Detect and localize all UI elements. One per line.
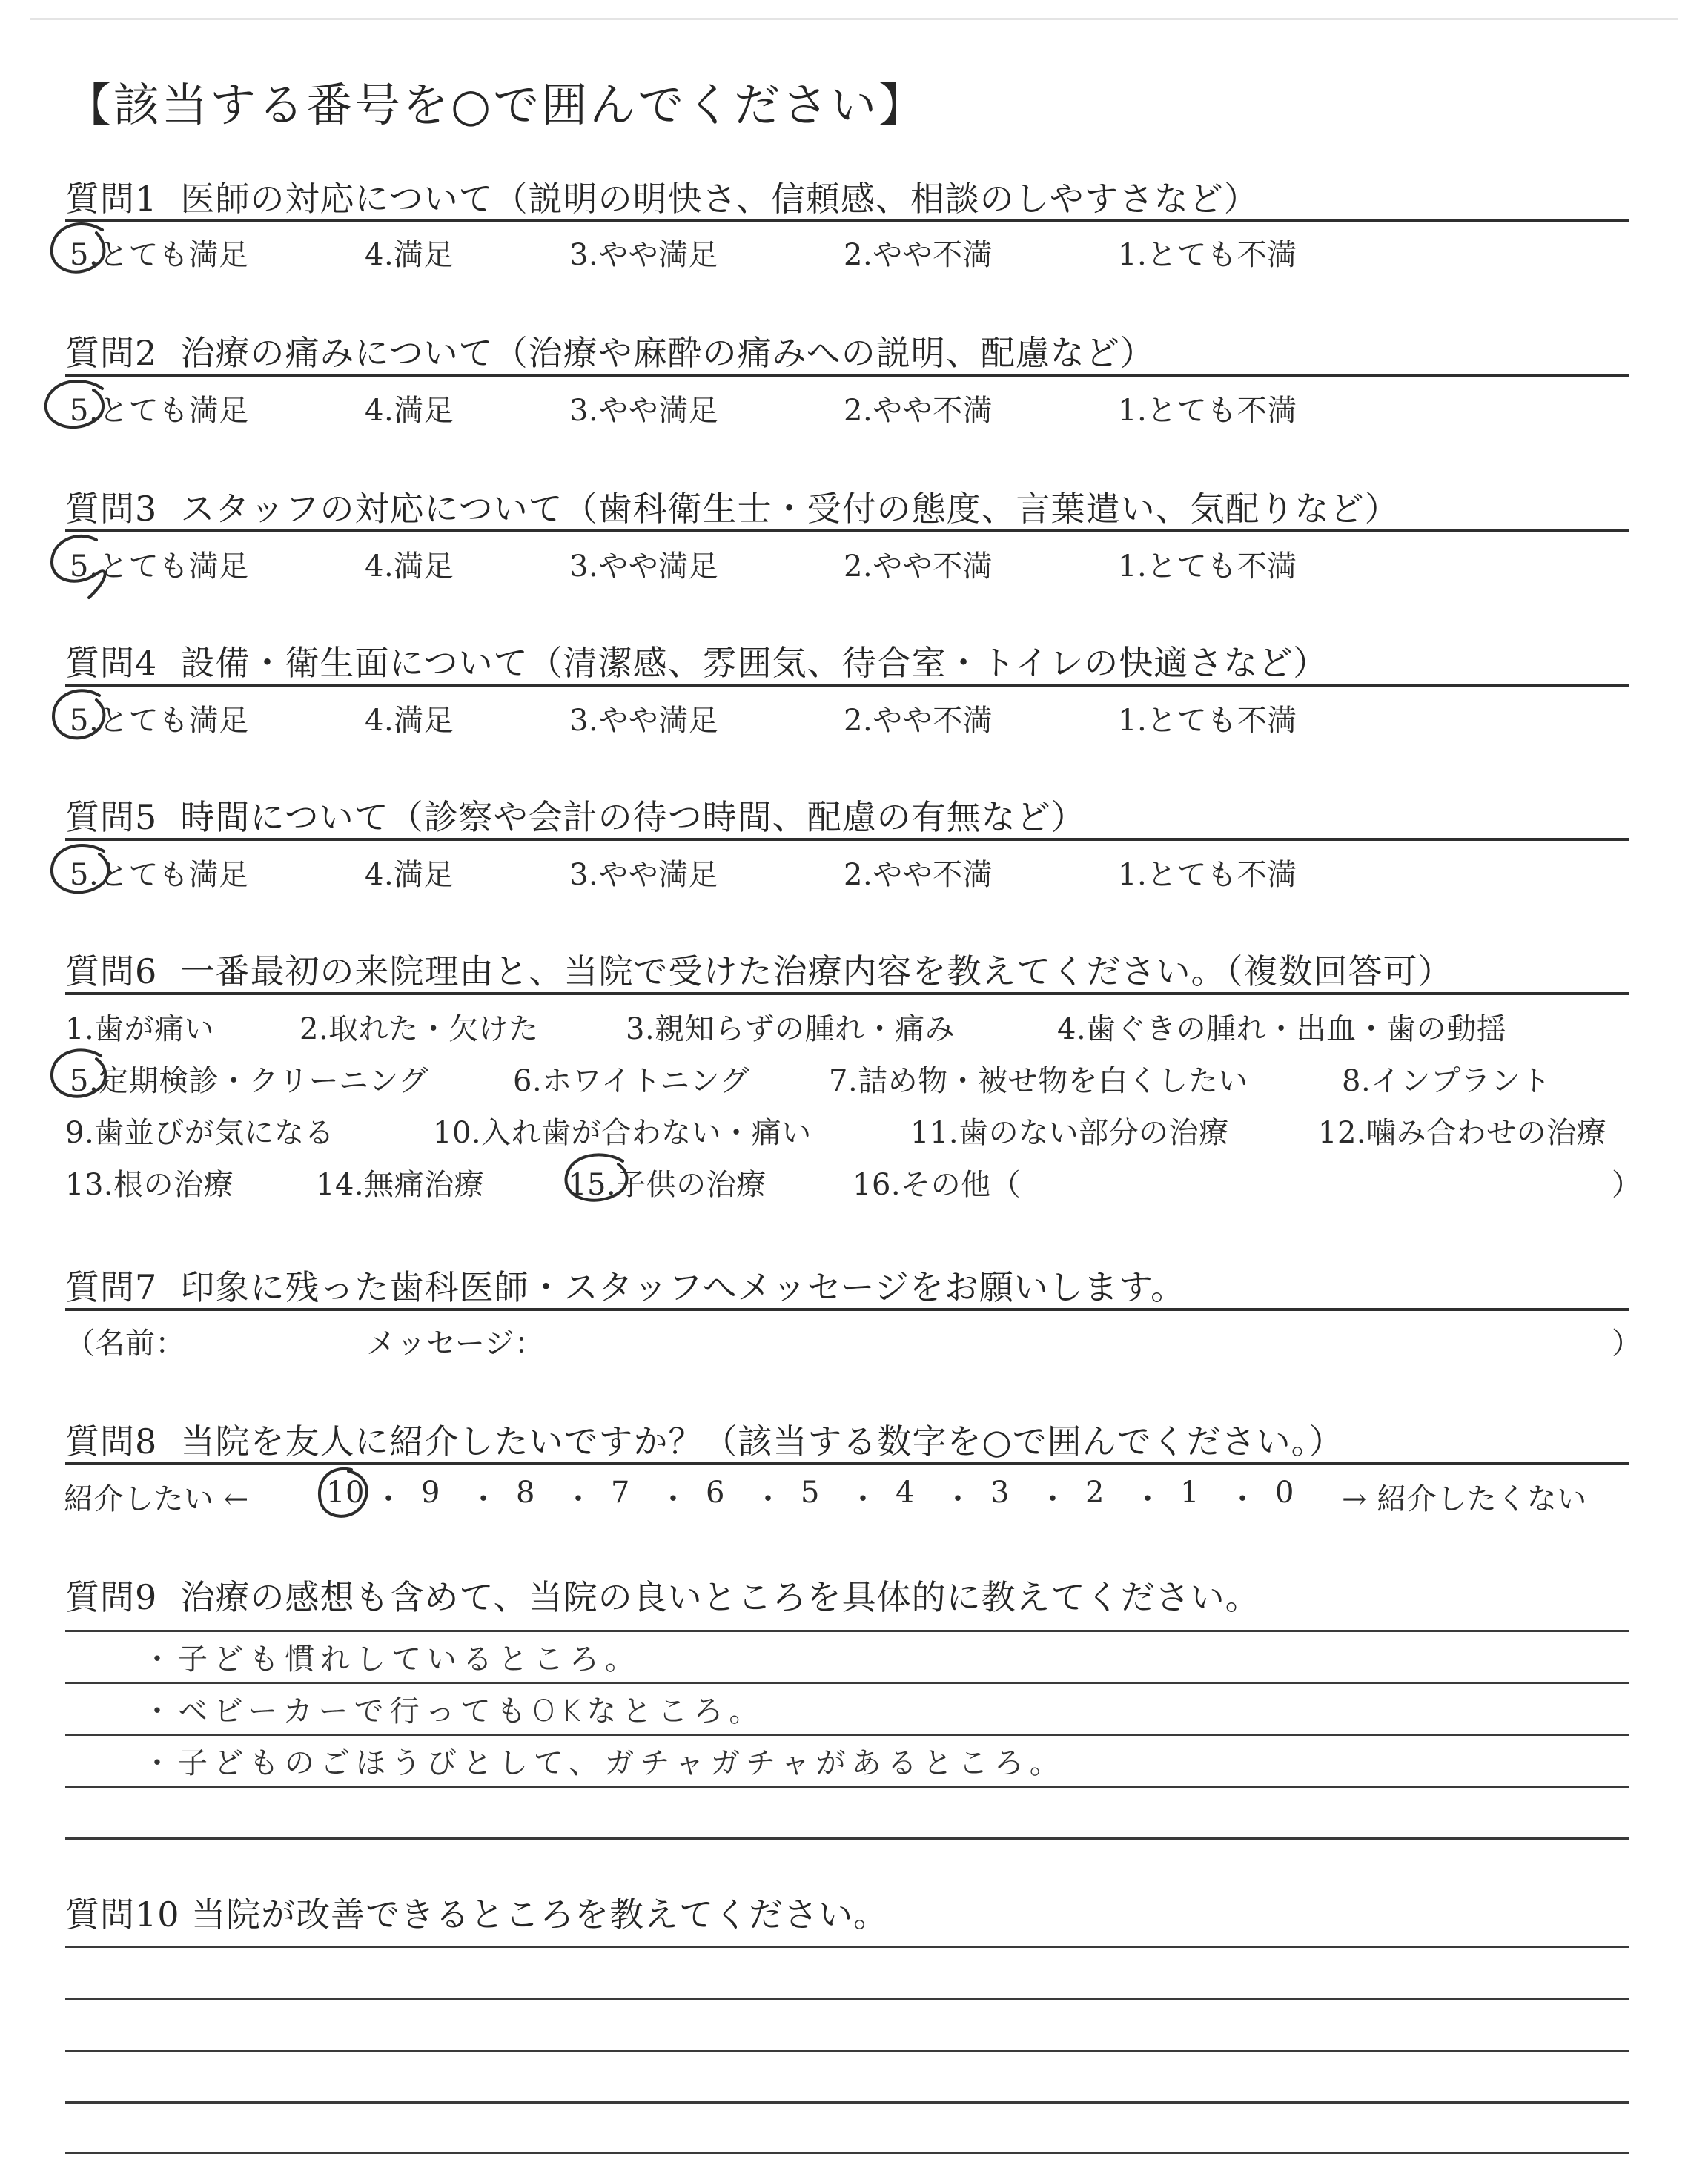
q3-option-3[interactable]: 3.やや満足	[569, 549, 719, 584]
question-7	[65, 1261, 1629, 1309]
answer-line	[65, 2101, 1629, 2104]
q8-scale-10[interactable]: 10	[326, 1476, 365, 1510]
question-text: 治療の痛みについて（治療や麻酔の痛みへの説明、配慮など）	[180, 333, 1155, 373]
question-label: 質問6	[65, 951, 158, 991]
q6-option-5[interactable]: 5.定期検診・クリーニング	[70, 1064, 428, 1098]
question-3	[65, 482, 1629, 531]
question-text: 一番最初の来院理由と、当院で受けた治療内容を教えてください。（複数回答可）	[180, 951, 1453, 991]
q7-close-paren: ）	[1612, 1327, 1642, 1361]
question-8	[65, 1415, 1629, 1464]
q4-option-2[interactable]: 2.やや不満	[844, 704, 993, 738]
answer-line	[65, 1998, 1629, 2000]
answer-line	[65, 2050, 1629, 2052]
answer-line	[65, 1786, 1629, 1788]
q8-scale-5[interactable]: 5	[801, 1476, 820, 1510]
question-rule	[65, 684, 1629, 687]
question-text: 当院が改善できるところを教えてください。	[191, 1895, 889, 1935]
q7-message-label: メッセージ：	[366, 1327, 545, 1361]
q2-option-2[interactable]: 2.やや不満	[844, 394, 993, 428]
question-text: 当院を友人に紹介したいですか？（該当する数字を○で囲んでください。）	[180, 1421, 1344, 1462]
question-rule	[65, 1308, 1629, 1311]
question-text: 時間について（診察や会計の待つ時間、配慮の有無など）	[180, 797, 1086, 837]
q8-scale-dot: ・	[943, 1482, 973, 1516]
page-title: 【該当する番号を○で囲んでください】	[65, 78, 927, 132]
q6-option-2[interactable]: 2.取れた・欠けた	[299, 1012, 539, 1046]
q4-option-5[interactable]: 5.とても満足	[70, 704, 249, 738]
q3-option-5[interactable]: 5.とても満足	[70, 549, 249, 584]
question-text: 印象に残った歯科医師・スタッフへメッセージをお願いします。	[180, 1267, 1186, 1307]
q2-option-3[interactable]: 3.やや満足	[569, 394, 719, 428]
question-rule	[65, 838, 1629, 841]
answer-line	[65, 1837, 1629, 1840]
q1-option-5[interactable]: 5.とても満足	[70, 238, 249, 272]
q8-scale-dot: ・	[374, 1482, 404, 1516]
q8-scale-dot: ・	[1038, 1482, 1068, 1516]
question-5	[65, 790, 1629, 839]
question-rule	[65, 1462, 1629, 1465]
q5-option-5[interactable]: 5.とても満足	[70, 858, 249, 892]
question-rule	[65, 992, 1629, 995]
q8-scale-4[interactable]: 4	[896, 1476, 915, 1510]
q3-option-4[interactable]: 4.満足	[365, 549, 454, 584]
q8-scale-dot: ・	[563, 1482, 594, 1516]
q6-option-7[interactable]: 7.詰め物・被せ物を白くしたい	[829, 1064, 1248, 1098]
q8-scale-dot: ・	[848, 1482, 878, 1516]
q6-option-9[interactable]: 9.歯並びが気になる	[65, 1116, 335, 1150]
answer-line	[65, 2152, 1629, 2154]
q8-scale-dot: ・	[658, 1482, 689, 1516]
q3-option-2[interactable]: 2.やや不満	[844, 549, 993, 584]
q6-option-14[interactable]: 14.無痛治療	[316, 1168, 485, 1202]
q2-option-1[interactable]: 1.とても不満	[1118, 394, 1297, 428]
q1-option-4[interactable]: 4.満足	[365, 238, 454, 272]
q6-option-4[interactable]: 4.歯ぐきの腫れ・出血・歯の動揺	[1057, 1012, 1507, 1046]
q8-right-label: → 紹介したくない	[1342, 1482, 1587, 1516]
q8-scale-7[interactable]: 7	[611, 1476, 630, 1510]
q2-option-4[interactable]: 4.満足	[365, 394, 454, 428]
q6-option-16[interactable]: 16.その他（	[853, 1168, 1022, 1202]
q4-option-4[interactable]: 4.満足	[365, 704, 454, 738]
q6-option-6[interactable]: 6.ホワイトニング	[513, 1064, 750, 1098]
question-label: 質問5	[65, 797, 158, 837]
q6-option-8[interactable]: 8.インプラント	[1342, 1064, 1552, 1098]
q6-option-11[interactable]: 11.歯のない部分の治療	[910, 1116, 1229, 1150]
q1-option-1[interactable]: 1.とても不満	[1118, 238, 1297, 272]
q8-scale-0[interactable]: 0	[1275, 1476, 1294, 1510]
q6-option-3[interactable]: 3.親知らずの腫れ・痛み	[626, 1012, 956, 1046]
question-rule	[65, 374, 1629, 377]
question-9	[65, 1571, 1629, 1619]
question-10	[65, 1888, 1629, 1937]
question-2	[65, 326, 1629, 375]
question-label: 質問10	[65, 1895, 180, 1935]
q6-option-1[interactable]: 1.歯が痛い	[65, 1012, 215, 1046]
q8-scale-dot: ・	[469, 1482, 499, 1516]
q5-option-4[interactable]: 4.満足	[365, 858, 454, 892]
page-top-border	[30, 18, 1678, 20]
q2-option-5[interactable]: 5.とても満足	[70, 394, 249, 428]
q9-answer-1: ・子ども慣れしているところ。	[142, 1642, 640, 1677]
question-rule	[65, 219, 1629, 222]
question-label: 質問7	[65, 1267, 158, 1307]
q7-name-label: （名前：	[65, 1327, 185, 1361]
q8-scale-dot: ・	[753, 1482, 784, 1516]
q8-scale-6[interactable]: 6	[706, 1476, 725, 1510]
q6-option-10[interactable]: 10.入れ歯が合わない・痛い	[433, 1116, 812, 1150]
q6-option-16-close: ）	[1612, 1168, 1642, 1202]
question-text: 治療の感想も含めて、当院の良いところを具体的に教えてください。	[180, 1577, 1260, 1617]
question-text: 医師の対応について（説明の明快さ、信頼感、相談のしやすさなど）	[180, 179, 1259, 219]
q8-scale-1[interactable]: 1	[1180, 1476, 1199, 1510]
q8-left-label: 紹介したい ←	[64, 1482, 249, 1516]
q1-option-3[interactable]: 3.やや満足	[569, 238, 719, 272]
answer-line	[65, 1682, 1629, 1684]
question-label: 質問1	[65, 179, 158, 219]
q5-option-3[interactable]: 3.やや満足	[569, 858, 719, 892]
answer-line	[65, 1946, 1629, 1948]
q5-option-2[interactable]: 2.やや不満	[844, 858, 993, 892]
question-rule	[65, 529, 1629, 532]
q8-scale-2[interactable]: 2	[1085, 1476, 1105, 1510]
q3-option-1[interactable]: 1.とても不満	[1118, 549, 1297, 584]
question-4	[65, 636, 1629, 685]
question-1	[65, 172, 1629, 221]
answer-line	[65, 1734, 1629, 1736]
q8-scale-dot: ・	[1133, 1482, 1163, 1516]
q1-option-2[interactable]: 2.やや不満	[844, 238, 993, 272]
q8-scale-9[interactable]: 9	[421, 1476, 440, 1510]
question-label: 質問4	[65, 643, 158, 683]
question-text: 設備・衛生面について（清潔感、雰囲気、待合室・トイレの快適さなど）	[180, 643, 1328, 683]
question-label: 質問2	[65, 333, 158, 373]
q9-answer-3: ・子どものごほうびとして、ガチャガチャがあるところ。	[142, 1746, 1065, 1780]
q9-answer-2: ・ベビーカーで行ってもOKなところ。	[142, 1694, 765, 1728]
q8-scale-3[interactable]: 3	[990, 1476, 1010, 1510]
q8-scale-8[interactable]: 8	[516, 1476, 535, 1510]
question-label: 質問9	[65, 1577, 158, 1617]
q6-option-13[interactable]: 13.根の治療	[65, 1168, 234, 1202]
q4-option-1[interactable]: 1.とても不満	[1118, 704, 1297, 738]
q4-option-3[interactable]: 3.やや満足	[569, 704, 719, 738]
question-label: 質問3	[65, 489, 158, 529]
q6-option-12[interactable]: 12.噛み合わせの治療	[1318, 1116, 1607, 1150]
question-label: 質問8	[65, 1421, 158, 1462]
q5-option-1[interactable]: 1.とても不満	[1118, 858, 1297, 892]
answer-line	[65, 1630, 1629, 1632]
q8-scale-dot: ・	[1228, 1482, 1258, 1516]
q6-option-15[interactable]: 15.子供の治療	[568, 1168, 767, 1202]
question-text: スタッフの対応について（歯科衛生士・受付の態度、言葉遣い、気配りなど）	[180, 489, 1400, 529]
question-6	[65, 945, 1629, 994]
